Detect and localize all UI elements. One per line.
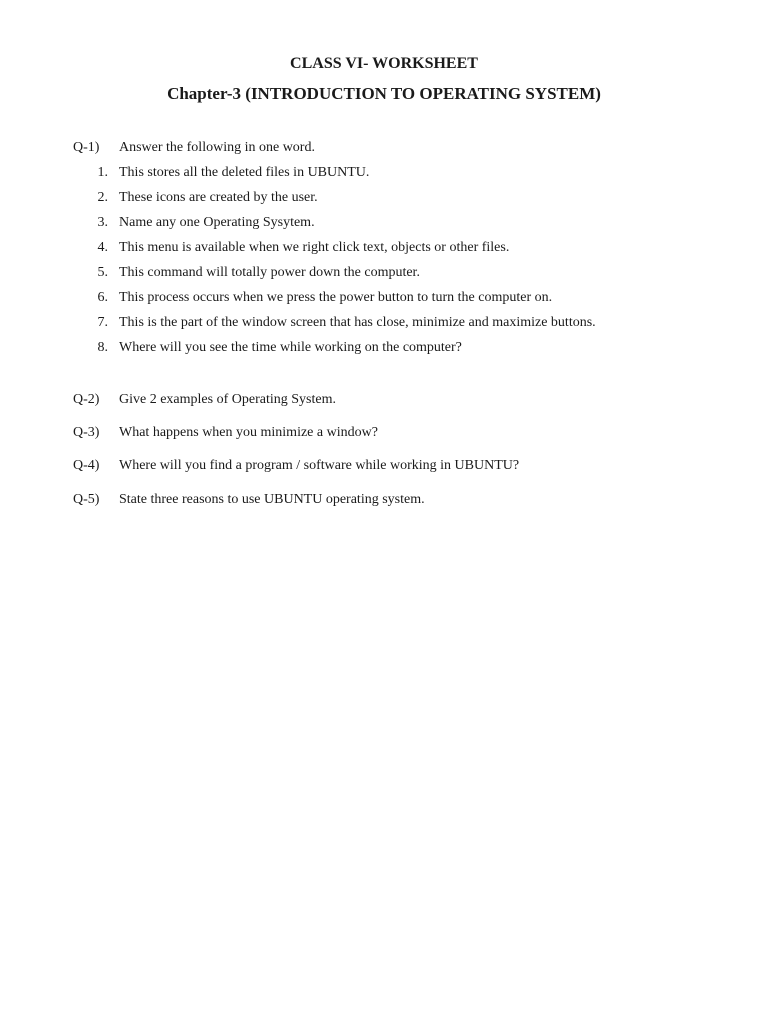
sub-question-list [73, 164, 713, 357]
sub-question [73, 264, 713, 282]
sub-question-text: This process occurs when we press the power button to turn the computer on. [119, 290, 553, 305]
question-4 [73, 457, 713, 475]
sub-question [73, 289, 713, 307]
sub-question-number: 3. [97, 215, 108, 230]
question-text: Answer the following in one word. [119, 140, 315, 155]
sub-question-number: 1. [97, 165, 108, 180]
sub-question-text: This stores all the deleted files in UBUNTU. [119, 165, 370, 180]
question-number: Q-1) [73, 140, 100, 155]
question-number: Q-4) [73, 458, 100, 473]
sub-question-number: 4. [97, 240, 108, 255]
sub-question [73, 189, 713, 207]
sub-question-text: These icons are created by the user. [119, 190, 318, 205]
sub-question-text: Name any one Operating Sysytem. [119, 215, 315, 230]
sub-question-text: Where will you see the time while working on the computer? [119, 340, 462, 355]
sub-question-number: 6. [97, 290, 108, 305]
sub-question [73, 164, 713, 182]
sub-question-text: This command will totally power down the computer. [119, 265, 420, 280]
question-text: What happens when you minimize a window? [119, 425, 378, 440]
question-text: Where will you find a program / software while working in UBUNTU? [119, 458, 520, 473]
sub-question-number: 8. [97, 340, 108, 355]
sub-question-text: This menu is available when we right click text, objects or other files. [119, 240, 510, 255]
question-3 [73, 424, 713, 442]
chapter-title: Chapter-3 (INTRODUCTION TO OPERATING SYSTEM) [167, 84, 601, 103]
question-5 [73, 491, 713, 509]
sub-question-number: 7. [97, 315, 108, 330]
sub-question-number: 5. [97, 265, 108, 280]
question-number: Q-2) [73, 392, 100, 407]
sub-question [73, 314, 713, 332]
worksheet-title: CLASS VI- WORKSHEET [290, 55, 478, 72]
question-1-header [73, 139, 713, 157]
question-text: State three reasons to use UBUNTU operating system. [119, 492, 425, 507]
sub-question [73, 339, 713, 357]
sub-question-text: This is the part of the window screen that has close, minimize and maximize buttons. [119, 315, 596, 330]
question-number: Q-5) [73, 492, 100, 507]
sub-question [73, 239, 713, 257]
question-number: Q-3) [73, 425, 100, 440]
question-2 [73, 391, 713, 409]
question-1 [73, 139, 713, 357]
sub-question-number: 2. [97, 190, 108, 205]
sub-question [73, 214, 713, 232]
question-text: Give 2 examples of Operating System. [119, 392, 336, 407]
